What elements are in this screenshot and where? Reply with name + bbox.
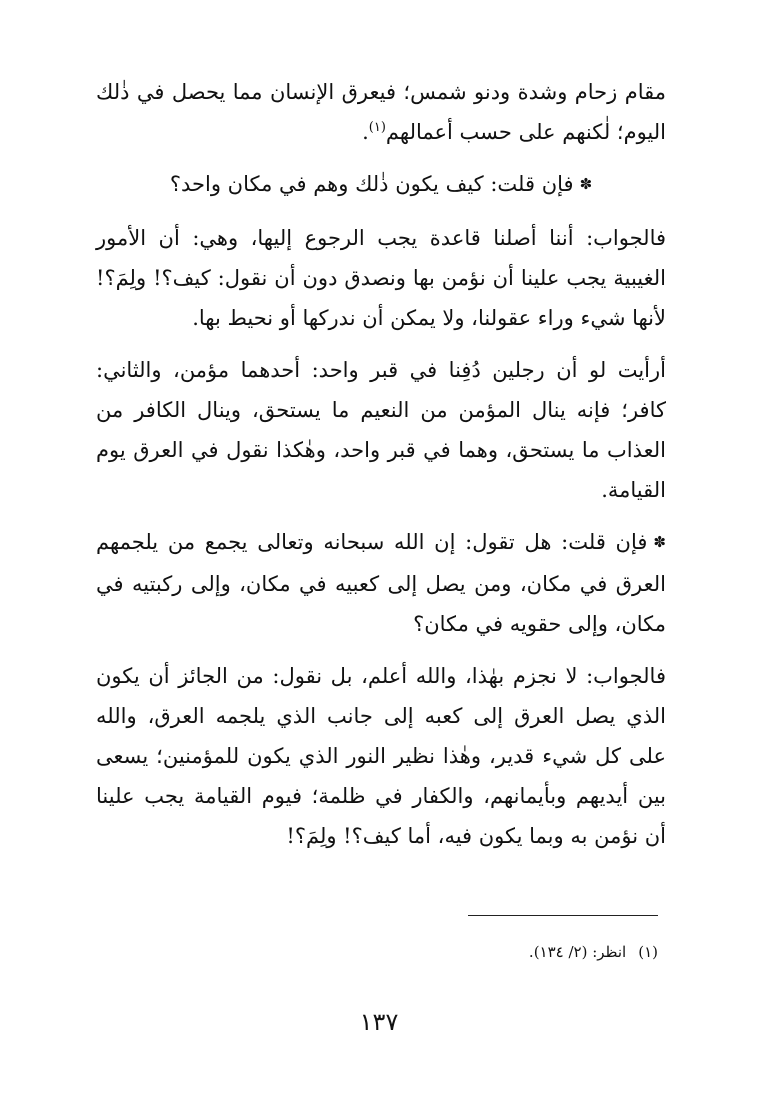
footnote-divider [468,915,658,916]
footnote-reference[interactable]: (١) [368,120,386,135]
question-1 [96,164,666,206]
question-2 [96,522,666,644]
footnote-text: انظر: (٢/ ١٣٤). [528,943,627,961]
question-2-text: فإن قلت: هل تقول: إن الله سبحانه وتعالى يجمع من يلجمهم العرق في مكان، ومن يصل إلى كعبيه في مكان، وإلى ركبتيه في مكان، وإلى حقويه في مكان؟ [96,530,666,636]
star-icon: ✽ [579,175,593,193]
answer-2: فالجواب: لا نجزم بهٰذا، والله أعلم، بل نقول: من الجائز أن يكون الذي يصل العرق إلى كعبه إلى جانب الذي يلجمه العرق، والله على كل شيء قدير، وهٰذا نظير النور الذي يكون للمؤمنين؛ يسعى بين أيديهم وبأيمانهم، والكفار في ظلمة؛ فيوم القيامة يجب علينا أن نؤمن به وبما يكون فيه، أما كيف؟! ولِمَ؟! [96,664,666,848]
footnote-number: (١) [638,943,658,961]
page-body [96,72,666,868]
page-number: ١٣٧ [359,1008,399,1036]
paragraph-1-tail: . [362,120,369,144]
paragraph-example: أرأيت لو أن رجلين دُفِنا في قبر واحد: أحدهما مؤمن، والثاني: كافر؛ فإنه ينال المؤمن من النعيم ما يستحق، وينال الكافر من العذاب ما يستحق، وهما في قبر واحد، وهٰكذا نقول في العرق يوم القيامة. [96,358,666,502]
paragraph-1-text: مقام زحام وشدة ودنو شمس؛ فيعرق الإنسان مما يحصل في ذٰلك اليوم؛ لٰكنهم على حسب أعمالهم [96,80,666,144]
question-1-text: فإن قلت: كيف يكون ذٰلك وهم في مكان واحد؟ [169,172,574,196]
footnote [529,940,658,964]
answer-1: فالجواب: أننا أصلنا قاعدة يجب الرجوع إليها، وهي: أن الأمور الغيبية يجب علينا أن نؤمن بها ونصدق دون أن نقول: كيف؟! ولِمَ؟! لأنها شيء وراء عقولنا، ولا يمكن أن ندركها أو نحيط بها. [96,226,666,330]
star-icon: ✽ [653,533,666,551]
paragraph-1 [96,72,666,152]
